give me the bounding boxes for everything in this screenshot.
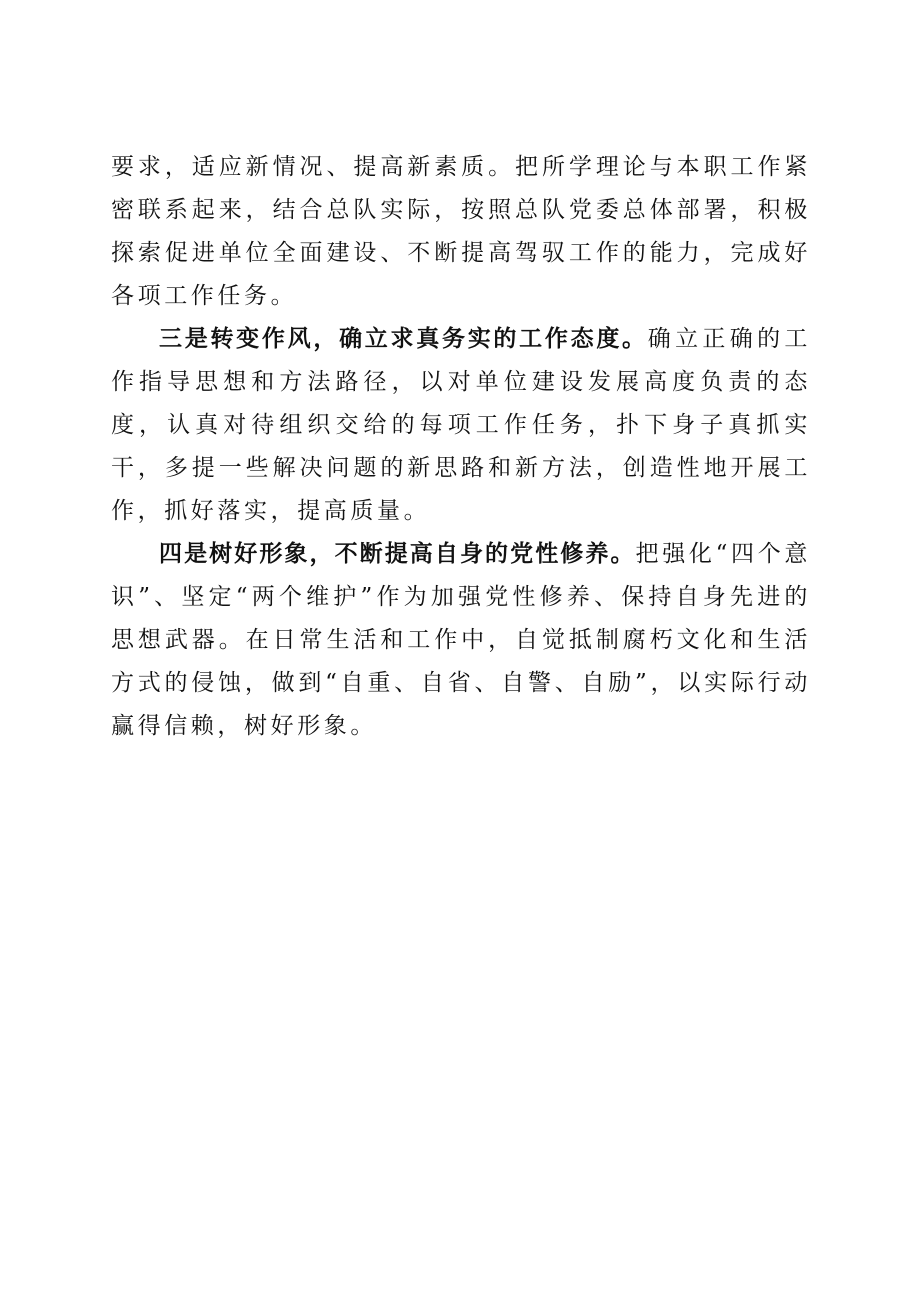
paragraph-lead-heading: 三是转变作风，确立求真务实的工作态度。: [159, 326, 648, 352]
paragraph-lead-heading: 四是树好形象，不断提高自身的党性修养。: [159, 541, 636, 567]
paragraph-point-four: [111, 533, 811, 748]
paragraph-text: 把强化“四个意识”、坚定“两个维护”作为加强党性修养、保持自身先进的思想武器。在日常生活和工作中，自觉抵制腐朽文化和生活方式的侵蚀，做到“自重、自省、自警、自励”，以实际行动赢得信赖，树好形象。: [111, 541, 811, 739]
paragraph-text: 要求，适应新情况、提高新素质。把所学理论与本职工作紧密联系起来，结合总队实际，按照总队党委总体部署，积极探索促进单位全面建设、不断提高驾驭工作的能力，完成好各项工作任务。: [111, 154, 811, 309]
document-body: [111, 146, 811, 748]
paragraph-point-three: [111, 318, 811, 533]
paragraph-continuation: [111, 146, 811, 318]
paragraph-text: 确立正确的工作指导思想和方法路径，以对单位建设发展高度负责的态度，认真对待组织交给的每项工作任务，扑下身子真抓实干，多提一些解决问题的新思路和新方法，创造性地开展工作，抓好落实，提高质量。: [111, 326, 812, 524]
